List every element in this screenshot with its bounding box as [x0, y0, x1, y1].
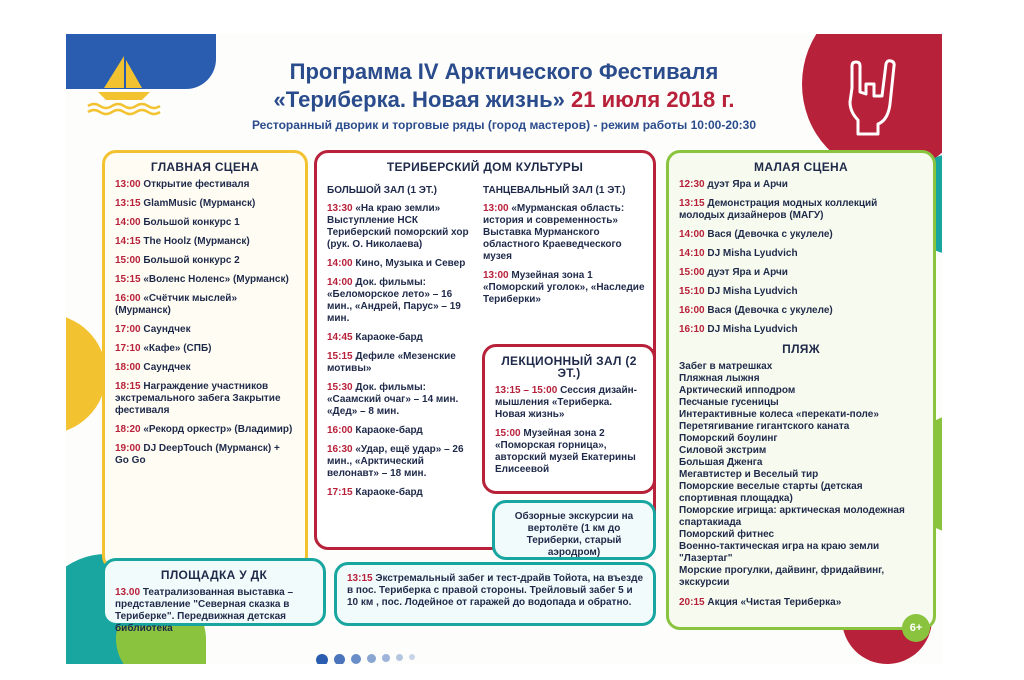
schedule-item [115, 293, 295, 317]
schedule-item [115, 255, 295, 267]
beach-activity: Перетягивание гигантского каната [679, 421, 850, 432]
item-text: «Кафе» (СПБ) [143, 343, 212, 354]
item-time: 15:00 [115, 255, 141, 266]
schedule-item [679, 286, 923, 298]
schedule-item [115, 381, 295, 417]
item-time: 15:00 [679, 267, 705, 278]
item-time: 17:00 [115, 324, 141, 335]
item-time: 13:30 [327, 203, 353, 214]
beach-activity: Поморские веселые старты (детская спортивная площадка) [679, 481, 863, 504]
schedule-item [327, 203, 477, 251]
lecture-hall-title: ЛЕКЦИОННЫЙ ЗАЛ (2 ЭТ.) [501, 354, 637, 380]
small-stage-list [679, 179, 923, 336]
decor-yellow-shape [66, 314, 106, 434]
festival-poster [66, 34, 942, 664]
item-text: Вася (Девочка с укулеле) [707, 229, 833, 240]
item-text: Открытие фестиваля [143, 179, 250, 190]
schedule-item [679, 305, 923, 317]
item-time: 14:15 [115, 236, 141, 247]
item-time: 16:00 [327, 425, 353, 436]
schedule-item [483, 203, 653, 263]
big-hall-list [327, 203, 477, 499]
item-text: Саундчек [143, 362, 191, 373]
schedule-item [483, 270, 653, 306]
item-text: Награждение участников экстремального забега Закрытие фестиваля [115, 381, 281, 416]
small-stage-title: МАЛАЯ СЦЕНА [754, 160, 848, 174]
beach-activity: Поморские игрища: арктическая молодежная спартакиада [679, 505, 905, 528]
item-text: Сессия дизайн- мышления «Териберка. Новая жизнь» [495, 385, 638, 420]
lecture-hall-box [482, 344, 656, 494]
dance-hall-title: ТАНЦЕВАЛЬНЫЙ ЗАЛ (1 ЭТ.) [483, 185, 626, 196]
item-time: 15:10 [679, 286, 705, 297]
item-text: GlamMusic (Мурманск) [143, 198, 256, 209]
beach-activity: Пляжная лыжня [679, 373, 760, 384]
lecture-hall-list [495, 385, 643, 476]
item-text: Музейная зона 2 «Поморская горница», авторский музей Екатерины Елисеевой [495, 428, 636, 475]
item-text: Вася (Девочка с укулеле) [707, 305, 833, 316]
item-text: Караоке-бард [355, 487, 423, 498]
beach-activity: Силовой экстрим [679, 445, 767, 456]
item-time: 17:10 [115, 343, 141, 354]
item-time: 16:00 [115, 293, 141, 304]
item-time: 17:15 [327, 487, 353, 498]
beach-activity: Большая Дженга [679, 457, 763, 468]
schedule-item [115, 324, 295, 336]
title-line-3: Ресторанный дворик и торговые ряды (город мастеров) - режим работы 10:00-20:30 [251, 118, 757, 132]
poster-title [186, 58, 822, 132]
decor-dots [316, 654, 415, 664]
item-text: «Рекорд оркестр» (Владимир) [143, 424, 293, 435]
schedule-item [679, 248, 923, 260]
beach-list [679, 361, 923, 589]
title-line-1: Программа IV Арктического Фестиваля [289, 59, 719, 84]
beach-activity: Военно-тактическая игра на краю земли "Лазертаг" [679, 541, 880, 564]
item-text: «Мурманская область: история и современность» Выставка Мурманского областного Краеведческого музея [483, 203, 625, 262]
item-time: 13:00 [483, 270, 509, 281]
schedule-item [115, 217, 295, 229]
sailboat-icon [84, 48, 164, 118]
festival-date: 21 июля 2018 г. [571, 87, 735, 112]
schedule-item [327, 277, 477, 325]
schedule-item [115, 362, 295, 374]
schedule-item [327, 444, 477, 480]
schedule-item [679, 324, 923, 336]
item-time: 13:00 [115, 179, 141, 190]
schedule-item [327, 332, 477, 344]
item-time: 15:00 [495, 428, 521, 439]
item-time: 13:15 [347, 573, 373, 584]
dance-hall-list [483, 203, 653, 306]
big-hall-title: БОЛЬШОЙ ЗАЛ (1 ЭТ.) [327, 185, 437, 196]
beach-activity: Арктический ипподром [679, 385, 796, 396]
schedule-item [115, 424, 295, 436]
beach-activity: Поморский фитнес [679, 529, 775, 540]
item-time: 16:30 [327, 444, 353, 455]
beach-activity: Мегавтистер и Веселый тир [679, 469, 819, 480]
beach-activity: Песчаные гусеницы [679, 397, 779, 408]
schedule-item [115, 443, 295, 467]
item-time: 15:15 [327, 351, 353, 362]
schedule-item [115, 343, 295, 355]
item-text: Док. фильмы: «Беломорское лето» – 16 мин., «Андрей, Парус» – 19 мин. [327, 277, 461, 324]
schedule-item [115, 198, 295, 210]
schedule-item [115, 274, 295, 286]
item-text: Музейная зона 1 «Поморский уголок», «Наследие Териберки» [483, 270, 645, 305]
schedule-item [495, 428, 643, 476]
item-text: DJ Misha Lyudvich [707, 286, 798, 297]
item-time: 14:10 [679, 248, 705, 259]
dk-square-item [115, 587, 313, 635]
item-time: 13:15 [679, 198, 705, 209]
culture-house-title: ТЕРИБЕРСКИЙ ДОМ КУЛЬТУРЫ [386, 160, 584, 174]
item-time: 18:20 [115, 424, 141, 435]
helicopter-text: Обзорные экскурсии на вертолёте (1 км до Териберки, старый аэродром) [514, 511, 634, 558]
dk-square-box [102, 558, 326, 634]
festival-name: «Териберка. Новая жизнь» [273, 87, 565, 112]
main-stage-box [102, 150, 308, 570]
beach-final-item [679, 597, 923, 609]
helicopter-box [492, 500, 656, 560]
schedule-item [495, 385, 643, 421]
schedule-item [327, 487, 477, 499]
beach-activity: Поморский боулинг [679, 433, 778, 444]
item-text: Демонстрация модных коллекций молодых дизайнеров (МАГУ) [679, 198, 878, 221]
item-time: 14:45 [327, 332, 353, 343]
item-text: DJ Misha Lyudvich [707, 248, 798, 259]
main-stage-list [115, 179, 295, 467]
item-text: Кино, Музыка и Север [355, 258, 466, 269]
beach-activity: Морские прогулки, дайвинг, фридайвинг, экскурсии [679, 565, 885, 588]
main-stage-title: ГЛАВНАЯ СЦЕНА [150, 160, 260, 174]
beach-title: ПЛЯЖ [782, 342, 820, 356]
schedule-item [327, 382, 477, 418]
dk-square-title: ПЛОЩАДКА У ДК [160, 568, 268, 582]
item-text: DJ DeepTouch (Мурманск) + Go Go [115, 443, 280, 466]
item-time: 13:15 [115, 198, 141, 209]
schedule-item [679, 267, 923, 279]
item-text: Театрализованная выставка – представление "Северная сказка в Териберке". Передвижная детская библиотека [115, 587, 294, 634]
schedule-item [679, 229, 923, 241]
item-text: «Счётчик мыслей» (Мурманск) [115, 293, 238, 316]
schedule-item [327, 351, 477, 375]
item-time: 14:00 [679, 229, 705, 240]
schedule-item [115, 179, 295, 191]
beach-activity: Забег в матрешках [679, 361, 773, 372]
item-time: 19:00 [115, 443, 141, 454]
item-text: DJ Misha Lyudvich [707, 324, 798, 335]
item-time: 18:00 [115, 362, 141, 373]
item-text: «Воленс Ноленс» (Мурманск) [143, 274, 289, 285]
trail-race-box [334, 562, 656, 626]
item-text: Саундчек [143, 324, 191, 335]
age-rating-badge: 6+ [902, 614, 930, 642]
schedule-item [679, 179, 923, 191]
item-text: Караоке-бард [355, 425, 423, 436]
item-text: Док. фильмы: «Саамский очаг» – 14 мин. «Дед» – 8 мин. [327, 382, 459, 417]
item-time: 12:30 [679, 179, 705, 190]
dance-hall-column [483, 185, 653, 313]
schedule-item [115, 236, 295, 248]
item-time: 13:00 [483, 203, 509, 214]
item-text: «На краю земли» Выступление НСК Териберский поморский хор (рук. О. Николаева) [327, 203, 469, 250]
item-text: Большой конкурс 2 [143, 255, 240, 266]
item-time: 15:30 [327, 382, 353, 393]
title-line-2 [186, 86, 822, 114]
big-hall-column [327, 185, 477, 506]
item-time: 14:00 [327, 258, 353, 269]
item-time: 13.00 [115, 587, 141, 598]
item-text: The Hoolz (Мурманск) [143, 236, 250, 247]
item-time: 13:15 – 15:00 [495, 385, 558, 396]
rock-hand-icon [838, 58, 908, 138]
item-text: Акция «Чистая Териберка» [707, 597, 842, 608]
small-stage-box [666, 150, 936, 630]
schedule-item [327, 425, 477, 437]
beach-activity: Интерактивные колеса «перекати-поле» [679, 409, 879, 420]
item-time: 16:00 [679, 305, 705, 316]
item-time: 16:10 [679, 324, 705, 335]
item-time: 18:15 [115, 381, 141, 392]
item-text: Большой конкурс 1 [143, 217, 240, 228]
item-text: Дефиле «Мезенские мотивы» [327, 351, 456, 374]
item-time: 20:15 [679, 597, 705, 608]
item-time: 15:15 [115, 274, 141, 285]
item-time: 14:00 [327, 277, 353, 288]
item-text: Караоке-бард [355, 332, 423, 343]
item-text: дуэт Яра и Арчи [707, 179, 788, 190]
trail-race-item [347, 573, 643, 609]
item-text: Экстремальный забег и тест-драйв Тойота, на въезде в пос. Териберка с правой стороны. Трейловый забег 5 и 10 км , пос. Лодейное от гаражей до водопада и обратно. [347, 573, 644, 608]
schedule-item [679, 198, 923, 222]
item-text: «Удар, ещё удар» – 26 мин., «Арктический велонавт» – 18 мин. [327, 444, 464, 479]
item-time: 14:00 [115, 217, 141, 228]
item-text: дуэт Яра и Арчи [707, 267, 788, 278]
schedule-item [327, 258, 477, 270]
